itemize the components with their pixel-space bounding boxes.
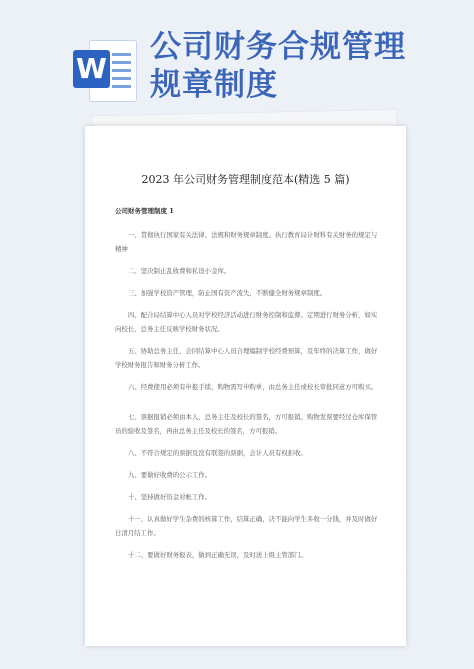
word-letter-badge: W bbox=[73, 50, 110, 88]
paragraph: 四、配合局结算中心人员对学校经济活动进行财务控制和监督。定期进行财务分析，如实向校长、总务主任反映学校财务状况。 bbox=[115, 311, 378, 333]
paragraph: 三、加强学校资产管理，防止国有资产流失，不断健全财务规章制度。 bbox=[128, 289, 327, 297]
paragraph: 一、贯彻执行国家有关法律、法规和财务规章制度。执行教育局计财科有关财务的规定与精神 bbox=[115, 231, 378, 253]
header-banner bbox=[0, 0, 474, 112]
paragraph: 九、要做好收费的公示工作。 bbox=[128, 471, 212, 479]
document-title: 2023 年公司财务管理制度范本(精选 5 篇) bbox=[141, 173, 350, 186]
word-document-icon bbox=[73, 38, 135, 102]
document-body bbox=[115, 228, 380, 570]
section-heading: 公司财务管理制度 1 bbox=[115, 207, 174, 215]
paragraph: 十一、认真做好学生杂费的核算工作，结算正确，决不能向学生多收一分钱，并及时做好日清月结工作。 bbox=[115, 515, 378, 537]
paragraph: 五、协助总务主任，会同结算中心人员合理编制学校经费预算，及年终的决算工作，做好学校财务报告和财务分析工作。 bbox=[115, 347, 378, 369]
paragraph: 二、坚决制止乱收费和私设小金库。 bbox=[128, 267, 231, 275]
document-page bbox=[85, 126, 406, 646]
paragraph: 十二、要做好财务报表，做到正确无误，及时送上级主管部门。 bbox=[128, 551, 307, 559]
paragraph: 六、经费使用必须有申报手续，购物需写申购单，由总务主任或校长审批同意方可购买。 bbox=[128, 383, 378, 391]
paragraph: 十、坚持做好资金对帐工作。 bbox=[128, 493, 212, 501]
banner-title: 公司财务合规管理 规章制度 bbox=[150, 29, 406, 103]
paragraph: 八、不符合规定的票据及没有联签的票据，会计人员有权拒收。 bbox=[128, 449, 307, 457]
paragraph: 七、票据报销必须由本人、总务主任及校长的签名，方可报销。购物发票要经过仓库保管员的验收及签名，再由总务主任及校长的签名，方可报销。 bbox=[115, 413, 378, 435]
